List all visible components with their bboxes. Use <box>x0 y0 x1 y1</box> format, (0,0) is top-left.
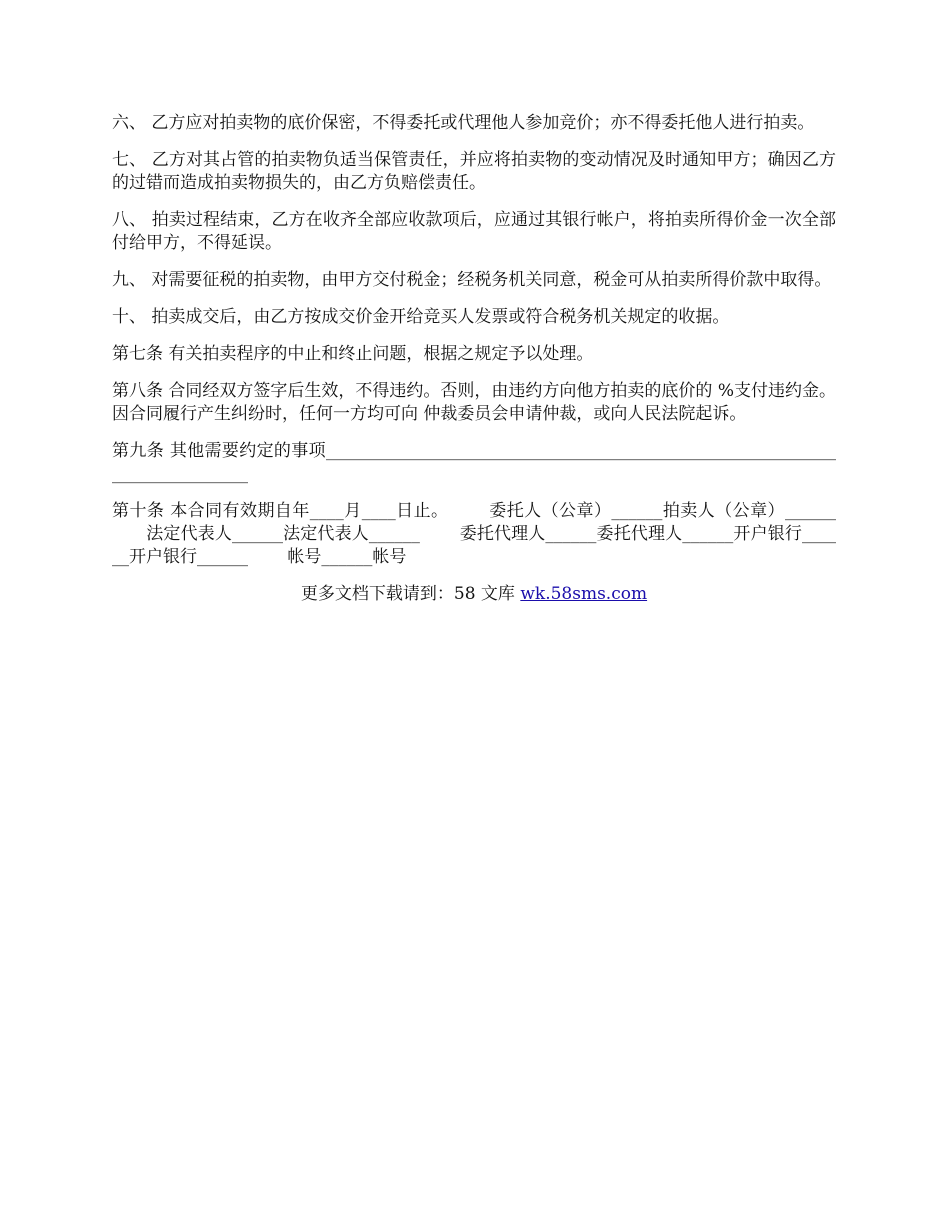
clause-seven: 七、 乙方对其占管的拍卖物负适当保管责任，并应将拍卖物的变动情况及时通知甲方；确因乙方的过错而造成拍卖物损失的，由乙方负赔偿责任。 <box>112 150 836 193</box>
download-footer <box>112 583 836 606</box>
article-eight: 第八条 合同经双方签字后生效，不得违约。否则，由违约方向他方拍卖的底价的 %支付违约金。因合同履行产生纠纷时，任何一方均可向 仲裁委员会申请仲裁，或向人民法院起诉。 <box>112 381 836 424</box>
article-nine: 第九条 其他需要约定的事项____________________________________________________________________________ <box>112 441 836 484</box>
document-body <box>112 112 836 606</box>
article-seven: 第七条 有关拍卖程序的中止和终止问题，根据之规定予以处理。 <box>112 344 594 364</box>
clause-six: 六、 乙方应对拍卖物的底价保密，不得委托或代理他人参加竞价；亦不得委托他人进行拍卖。 <box>112 113 815 133</box>
footer-link[interactable]: wk.58sms.com <box>520 584 648 604</box>
clause-eight: 八、 拍卖过程结束，乙方在收齐全部应收款项后，应通过其银行帐户，将拍卖所得价金一次全部付给甲方，不得延误。 <box>112 210 836 253</box>
clause-ten: 十、 拍卖成交后，由乙方按成交价金开给竞买人发票或符合税务机关规定的收据。 <box>112 307 730 327</box>
footer-text: 更多文档下载请到：58 文库 <box>300 584 521 604</box>
article-ten: 第十条 本合同有效期自年____月____日止。 委托人（公章）______拍卖人（公章）______ 法定代表人______法定代表人______ 委托代理人______委托代理人______开户银行______开户银行______ 帐号______帐号 <box>112 501 836 567</box>
clause-nine: 九、 对需要征税的拍卖物，由甲方交付税金；经税务机关同意，税金可从拍卖所得价款中取得。 <box>112 270 832 290</box>
